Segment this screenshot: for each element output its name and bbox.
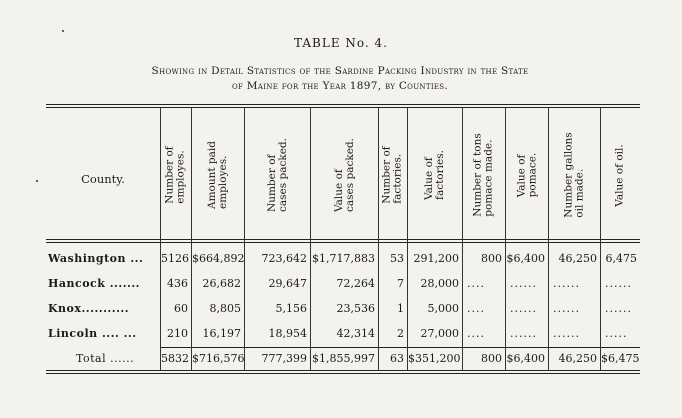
- cell-value-cases: $1,717,883: [312, 252, 375, 265]
- cell-amount-paid: 16,197: [202, 327, 241, 340]
- cell-cases-packed: 29,647: [268, 277, 307, 290]
- header-county: County.: [81, 172, 125, 186]
- header-rule-inner: [46, 242, 640, 243]
- cell-value-pomace: ......: [510, 327, 537, 340]
- top-rule: [46, 104, 640, 105]
- cell-value-factories: $351,200: [408, 352, 461, 365]
- header-amount-paid: Amount paid employes.: [206, 140, 230, 210]
- bottom-rule: [46, 370, 640, 371]
- cell-value-factories: 28,000: [420, 277, 459, 290]
- cell-gallons-oil: ......: [553, 302, 580, 315]
- cell-employees: 436: [167, 277, 188, 290]
- cell-amount-paid: $716,576: [192, 352, 244, 365]
- cell-value-cases: 42,314: [336, 327, 375, 340]
- cell-amount-paid: $664,892: [192, 252, 244, 265]
- cell-gallons-oil: 46,250: [558, 252, 597, 265]
- cell-county: Washington ...: [48, 252, 144, 265]
- total-row: [46, 348, 640, 370]
- cell-value-cases: 72,264: [336, 277, 375, 290]
- cell-cases-packed: 5,156: [275, 302, 307, 315]
- cell-factories: 7: [397, 277, 404, 290]
- cell-tons-pomace: ....: [467, 327, 485, 340]
- cell-gallons-oil: 46,250: [558, 352, 597, 365]
- header-rule: [46, 239, 640, 240]
- cell-value-pomace: ......: [510, 277, 537, 290]
- table-row: [46, 323, 640, 345]
- header-gallons-oil: Number gallons oil made.: [562, 132, 586, 218]
- cell-total-label: Total ......: [76, 352, 135, 365]
- cell-tons-pomace: 800: [481, 252, 502, 265]
- bottom-rule-inner: [46, 373, 640, 374]
- cell-employees: 5832: [161, 352, 189, 365]
- subtitle-line-2: of Maine for the Year 1897, by Counties.: [231, 80, 449, 92]
- cell-employees: 5126: [161, 252, 189, 265]
- cell-factories: 1: [397, 302, 404, 315]
- header-value-cases: Value of cases packed.: [332, 138, 356, 212]
- cell-value-factories: 27,000: [420, 327, 459, 340]
- cell-value-oil: ......: [605, 277, 632, 290]
- table-subtitle: [40, 64, 640, 94]
- cell-factories: 53: [390, 252, 404, 265]
- cell-employees: 60: [174, 302, 188, 315]
- cell-amount-paid: 26,682: [202, 277, 241, 290]
- cell-value-oil: 6,475: [605, 252, 637, 265]
- cell-cases-packed: 723,642: [261, 252, 307, 265]
- cell-value-factories: 291,200: [413, 252, 459, 265]
- cell-county: Lincoln .... ...: [48, 327, 137, 340]
- table-title: TABLE No. 4.: [294, 36, 388, 50]
- cell-cases-packed: 777,399: [261, 352, 307, 365]
- subtitle-line-1: Showing in Detail Statistics of the Sardine Packing Industry in the State: [151, 65, 529, 77]
- top-rule-inner: [46, 107, 640, 108]
- header-value-pomace: Value of pomace.: [515, 152, 539, 198]
- table-row: [46, 248, 640, 270]
- cell-factories: 2: [397, 327, 404, 340]
- cell-value-factories: 5,000: [427, 302, 459, 315]
- cell-value-pomace: $6,400: [506, 252, 545, 265]
- cell-value-cases: $1,855,997: [312, 352, 375, 365]
- cell-county: Hancock .......: [48, 277, 141, 290]
- header-employees: Number of employes.: [164, 146, 188, 204]
- ink-speck: [36, 180, 38, 182]
- cell-value-pomace: ......: [510, 302, 537, 315]
- cell-factories: 63: [390, 352, 404, 365]
- table-row: [46, 298, 640, 320]
- header-factories: Number of factories.: [381, 146, 405, 204]
- cell-value-oil: ......: [605, 302, 632, 315]
- cell-tons-pomace: ....: [467, 277, 485, 290]
- cell-gallons-oil: ......: [553, 277, 580, 290]
- cell-value-cases: 23,536: [336, 302, 375, 315]
- header-value-oil: Value of oil.: [614, 143, 627, 207]
- cell-value-pomace: $6,400: [506, 352, 545, 365]
- cell-amount-paid: 8,805: [209, 302, 241, 315]
- header-cases-packed: Number of cases packed.: [265, 138, 289, 212]
- header-value-factories: Value of factories.: [422, 150, 446, 200]
- header-tons-pomace: Number of tons pomace made.: [472, 133, 495, 217]
- ink-speck: [62, 30, 64, 32]
- cell-gallons-oil: ......: [553, 327, 580, 340]
- cell-tons-pomace: ....: [467, 302, 485, 315]
- cell-value-oil: $6,475: [601, 352, 640, 365]
- cell-value-oil: .....: [605, 327, 628, 340]
- table-row: [46, 273, 640, 295]
- cell-county: Knox...........: [48, 302, 130, 315]
- cell-cases-packed: 18,954: [268, 327, 307, 340]
- cell-tons-pomace: 800: [481, 352, 502, 365]
- cell-employees: 210: [167, 327, 188, 340]
